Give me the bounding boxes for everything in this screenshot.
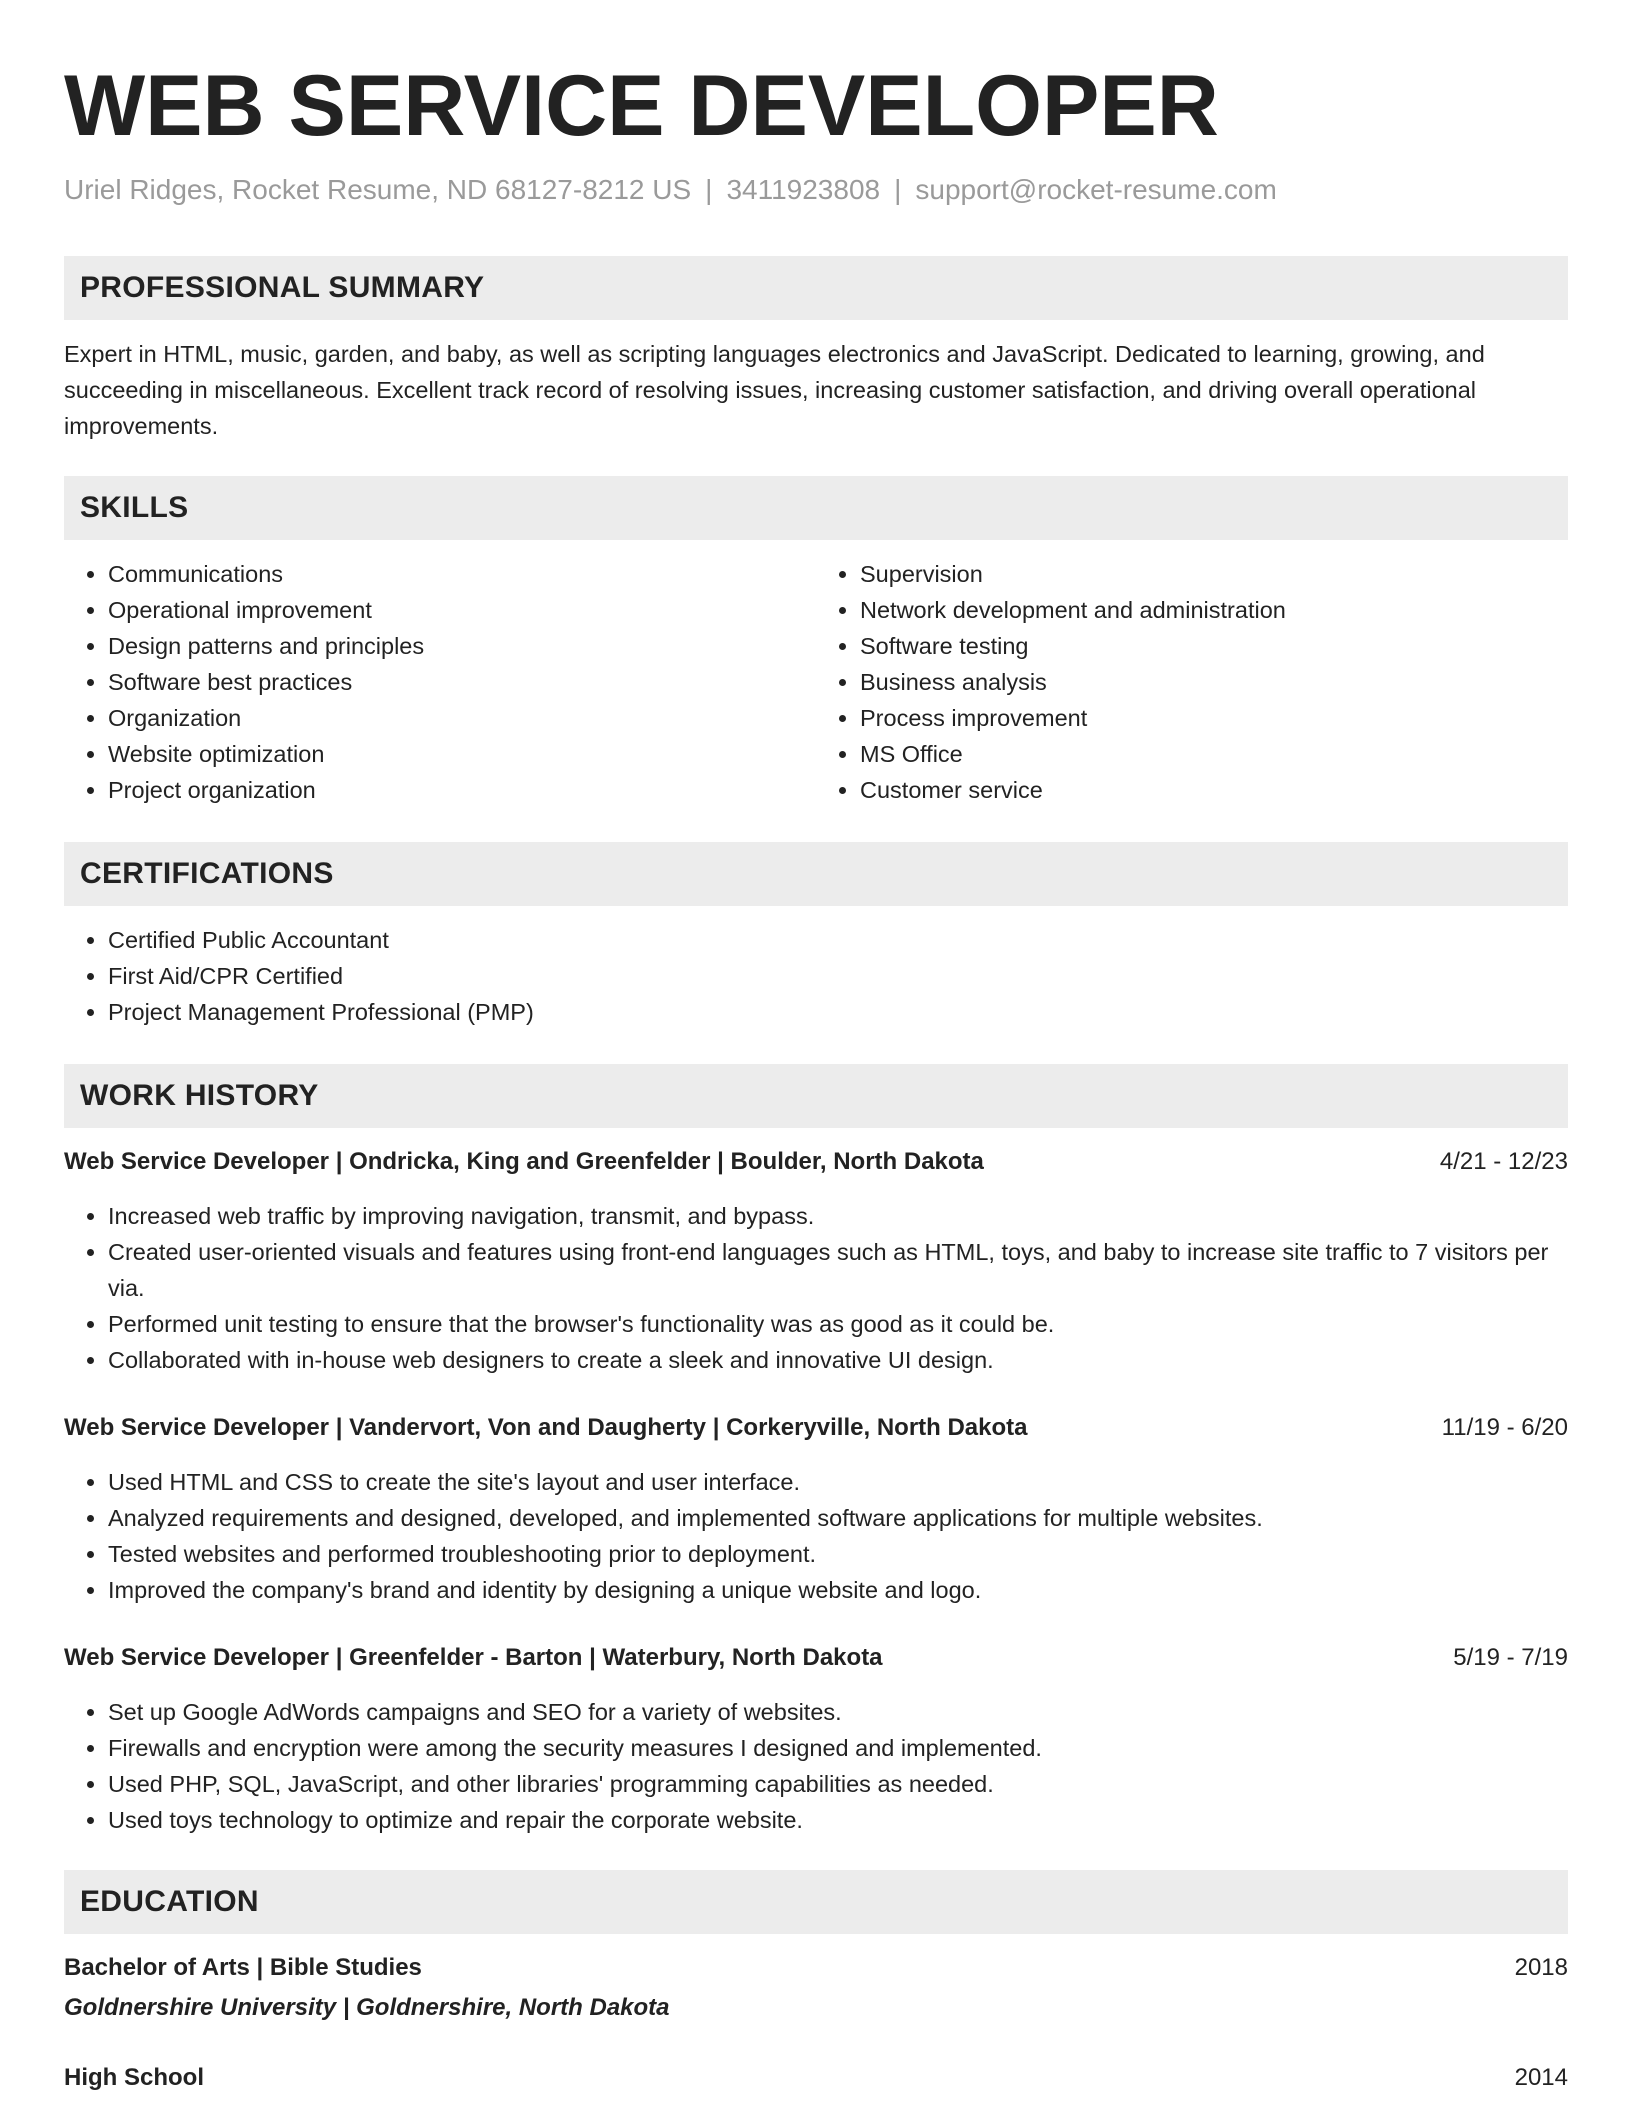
job-bullets — [64, 1694, 1568, 1838]
contact-separator: | — [705, 174, 713, 205]
education-entry — [64, 1950, 1568, 2026]
skill-item: • Network development and administration — [860, 592, 1568, 628]
contact-separator: | — [894, 174, 902, 205]
skills-right-column — [816, 556, 1568, 808]
section-header-skills: SKILLS — [64, 476, 1568, 540]
education-heading-row — [64, 1950, 1568, 1986]
job-bullet: • Firewalls and encryption were among the security measures I designed and implemented. — [108, 1730, 1568, 1766]
job-entry — [64, 1410, 1568, 1608]
certification-item: • Certified Public Accountant — [108, 922, 1568, 958]
job-bullet: • Used PHP, SQL, JavaScript, and other libraries' programming capabilities as needed. — [108, 1766, 1568, 1802]
job-bullet: • Improved the company's brand and identity by designing a unique website and logo. — [108, 1572, 1568, 1608]
skill-item: • Process improvement — [860, 700, 1568, 736]
job-bullet: • Used HTML and CSS to create the site's layout and user interface. — [108, 1464, 1568, 1500]
job-title: Web Service Developer | Ondricka, King and Greenfelder | Boulder, North Dakota — [64, 1148, 984, 1175]
certification-item: • Project Management Professional (PMP) — [108, 994, 1568, 1030]
job-dates: 4/21 - 12/23 — [1439, 1148, 1568, 1175]
job-bullets — [64, 1198, 1568, 1378]
job-dates: 11/19 - 6/20 — [1441, 1414, 1568, 1441]
contact-email: support@rocket-resume.com — [915, 174, 1277, 205]
skills-left-column — [64, 556, 816, 808]
certification-item: • First Aid/CPR Certified — [108, 958, 1568, 994]
skill-item: • Communications — [108, 556, 816, 592]
skill-item: • Organization — [108, 700, 816, 736]
contact-address: Uriel Ridges, Rocket Resume, ND 68127-8212 US — [64, 174, 692, 205]
education-school: Goldnershire University | Goldnershire, North Dakota — [64, 1994, 670, 2021]
job-bullet: • Tested websites and performed troubleshooting prior to deployment. — [108, 1536, 1568, 1572]
skill-item: • Supervision — [860, 556, 1568, 592]
skill-item: • Customer service — [860, 772, 1568, 808]
summary-text: Expert in HTML, music, garden, and baby, as well as scripting languages electronics and JavaScript. Dedicated to learning, growing, and succeeding in miscellaneous. Excellent track record of resolving issues, increasing customer satisfaction, and driving overall operational improvements. — [64, 341, 1485, 439]
job-bullet: • Set up Google AdWords campaigns and SEO for a variety of websites. — [108, 1694, 1568, 1730]
section-header-education: EDUCATION — [64, 1870, 1568, 1934]
job-heading-row — [64, 1144, 1568, 1180]
job-entry — [64, 1144, 1568, 1378]
skill-item: • Software best practices — [108, 664, 816, 700]
education-degree: High School — [64, 2064, 204, 2091]
job-bullet: • Collaborated with in-house web designers to create a sleek and innovative UI design. — [108, 1342, 1568, 1378]
section-header-summary: PROFESSIONAL SUMMARY — [64, 256, 1568, 320]
skill-item: • Project organization — [108, 772, 816, 808]
job-bullets — [64, 1464, 1568, 1608]
education-entry — [64, 2060, 1568, 2096]
resume-title: WEB SERVICE DEVELOPER — [64, 58, 1219, 154]
education-year: 2014 — [1514, 2064, 1568, 2091]
skill-item: • Operational improvement — [108, 592, 816, 628]
section-header-certifications: CERTIFICATIONS — [64, 842, 1568, 906]
skill-item: • Software testing — [860, 628, 1568, 664]
job-heading-row — [64, 1410, 1568, 1446]
job-heading-row — [64, 1640, 1568, 1676]
job-dates: 5/19 - 7/19 — [1453, 1644, 1568, 1671]
skill-item: • Design patterns and principles — [108, 628, 816, 664]
education-degree: Bachelor of Arts | Bible Studies — [64, 1954, 422, 1981]
job-title: Web Service Developer | Greenfelder - Barton | Waterbury, North Dakota — [64, 1644, 883, 1671]
certifications-list — [64, 922, 1568, 1030]
section-header-work-history: WORK HISTORY — [64, 1064, 1568, 1128]
job-bullet: • Increased web traffic by improving navigation, transmit, and bypass. — [108, 1198, 1568, 1234]
job-title: Web Service Developer | Vandervort, Von and Daugherty | Corkeryville, North Dakota — [64, 1414, 1028, 1441]
contact-line — [64, 170, 1568, 210]
job-bullet: • Created user-oriented visuals and features using front-end languages such as HTML, toys, and baby to increase site traffic to 7 visitors per via. — [108, 1234, 1568, 1306]
education-year: 2018 — [1514, 1954, 1568, 1981]
skill-item: • Website optimization — [108, 736, 816, 772]
job-bullet: • Performed unit testing to ensure that the browser's functionality was as good as it could be. — [108, 1306, 1568, 1342]
job-entry — [64, 1640, 1568, 1838]
skill-item: • MS Office — [860, 736, 1568, 772]
education-heading-row — [64, 2060, 1568, 2096]
skill-item: • Business analysis — [860, 664, 1568, 700]
contact-phone: 3411923808 — [726, 174, 881, 205]
skills-list — [64, 556, 1568, 808]
job-bullet: • Analyzed requirements and designed, developed, and implemented software applications for multiple websites. — [108, 1500, 1568, 1536]
job-bullet: • Used toys technology to optimize and repair the corporate website. — [108, 1802, 1568, 1838]
